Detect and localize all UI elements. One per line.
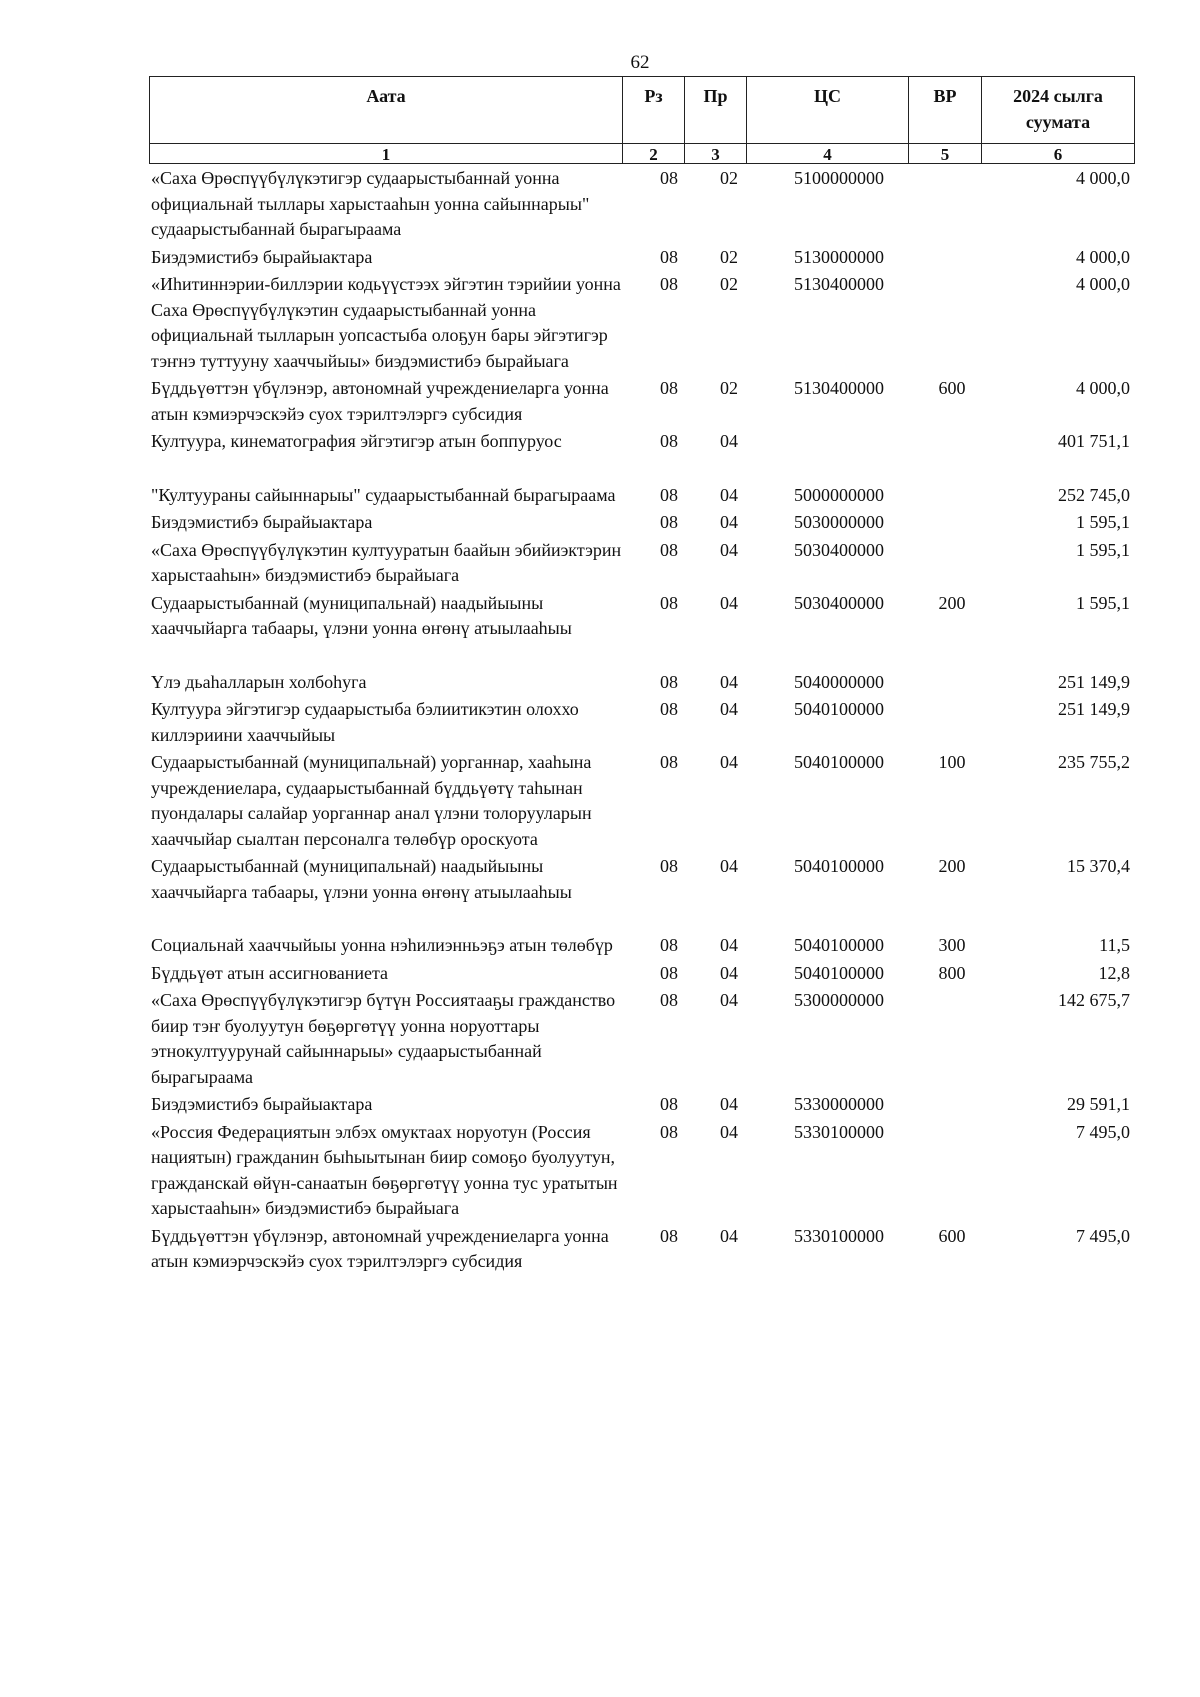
column-header-vr: ВР [909,77,982,144]
row-cs: 5030000000 [794,512,884,532]
row-name: Үлэ дьаһалларын холбоһуга [151,671,367,692]
row-sum: 401 751,1 [1058,431,1130,451]
row-pr: 02 [720,246,738,267]
row-sum: 7 495,0 [1076,1225,1130,1246]
row-pr: 04 [720,856,738,876]
column-number: 6 [982,144,1135,164]
column-header-rz: Рз [623,77,685,144]
row-sum: 4 000,0 [1076,274,1130,294]
column-header-sum-line2: суумата [1025,112,1091,132]
row-cs: 5040000000 [794,671,884,692]
row-pr: 04 [720,592,738,613]
row-pr: 04 [720,935,738,955]
row-rz: 08 [660,1094,678,1114]
row-name: "Култуураны сайыннарыы" судаарыстыбаннай бырагыраама [151,484,616,505]
table-row [149,591,1134,642]
row-sum: 15 370,4 [1067,856,1130,876]
table-row [149,1224,1134,1275]
row-name: «Россия Федерациятын элбэх омуктаах норуотун (Россия нациятын) гражданин быһыытынан биир сомоҕо буолуутун, гражданскай өйүн-санаатын бөҕөргөтүү уонна тус уратытын харыстааһын» биэдэмистибэ бырайыага [151,1121,618,1218]
table-row [149,988,1134,1090]
row-sum: 12,8 [1098,962,1130,983]
row-cs: 5330100000 [794,1225,884,1246]
column-header-sum [982,77,1135,144]
table-row [149,750,1134,852]
row-name: Судаарыстыбаннай (муниципальнай) наадыйыыны хааччыйарга табаары, үлэни уонна өҥөнү атыылааһыы [151,856,572,902]
row-pr: 02 [720,274,738,294]
row-cs: 5040100000 [794,699,884,719]
row-pr: 04 [720,484,738,505]
row-rz: 08 [660,935,678,955]
table-row [149,376,1134,427]
row-name: «Саха Өрөспүүбүлүкэтигэр бүтүн Россиятааҕы гражданство биир тэҥ буолуутун бөҕөргөтүү уонна норуоттары этнокултуурунай сайыннарыы» судаарыстыбаннай бырагыраама [151,990,616,1087]
table-header [149,76,1135,164]
table-row [149,166,1134,243]
row-rz: 08 [660,592,678,613]
row-pr: 04 [720,1121,738,1142]
row-rz: 08 [660,431,678,451]
column-header-name: Аата [150,77,623,144]
row-vr: 800 [938,962,966,983]
row-name: «Иһитиннэрии-биллэрии кодьүүстээх эйгэтин тэрийии уонна Саха Өрөспүүбүлүкэтин судаарыстыбаннай уонна официальнай тылларын уопсастыба олоҕун бары эйгэтигэр тэҥнэ туттууну хааччыйыы» биэдэмистибэ бырайыага [151,274,621,371]
table-row [149,933,1134,959]
table-row [149,538,1134,589]
row-pr: 04 [720,1225,738,1246]
row-rz: 08 [660,246,678,267]
column-header-cs: ЦС [747,77,909,144]
table-row [149,1092,1134,1118]
table-row [149,272,1134,374]
row-name: Биэдэмистибэ бырайыактара [151,1094,373,1114]
row-rz: 08 [660,699,678,719]
table-body [149,166,1134,1277]
row-sum: 11,5 [1099,935,1130,955]
row-sum: 29 591,1 [1067,1094,1130,1114]
row-pr: 04 [720,512,738,532]
row-sum: 4 000,0 [1076,168,1130,188]
row-sum: 142 675,7 [1058,990,1130,1010]
row-rz: 08 [660,752,678,772]
row-rz: 08 [660,539,678,560]
row-rz: 08 [660,856,678,876]
row-name: «Саха Өрөспүүбүлүкэтигэр судаарыстыбаннай уонна официальнай тыллары харыстааһын уонна сайыннарыы" судаарыстыбаннай бырагыраама [151,168,590,239]
table-row [149,670,1134,696]
row-pr: 04 [720,962,738,983]
row-name: Биэдэмистибэ бырайыактара [151,246,373,267]
column-header-sum-line1: 2024 сылга [1013,86,1103,106]
row-name: «Саха Өрөспүүбүлүкэтин култууратын баайын эбийиэктэрин харыстааһын» биэдэмистибэ бырайыага [151,539,622,585]
row-rz: 08 [660,1121,678,1142]
row-vr: 600 [938,1225,966,1246]
table-row [149,961,1134,987]
row-name: Биэдэмистибэ бырайыактара [151,512,373,532]
row-cs: 5130400000 [794,274,884,294]
row-rz: 08 [660,512,678,532]
row-name: Социальнай хааччыйыы уонна нэһилиэнньэҕэ атын төлөбүр [151,935,613,955]
row-pr: 04 [720,990,738,1010]
row-pr: 02 [720,378,738,398]
row-sum: 252 745,0 [1058,484,1130,505]
table-row [149,697,1134,748]
row-cs: 5040100000 [794,856,884,876]
row-rz: 08 [660,168,678,188]
row-pr: 04 [720,1094,738,1114]
column-header-pr: Пр [685,77,747,144]
column-number: 4 [747,144,909,164]
row-pr: 04 [720,431,738,451]
row-vr: 100 [938,752,966,772]
row-sum: 4 000,0 [1076,378,1130,398]
row-sum: 7 495,0 [1076,1121,1130,1142]
row-name: Култуура, кинематография эйгэтигэр атын боппуруос [151,431,562,451]
page-number: 62 [630,52,650,73]
table-row [149,245,1134,271]
row-rz: 08 [660,962,678,983]
table-row [149,510,1134,536]
row-cs: 5100000000 [794,168,884,188]
row-cs: 5030400000 [794,592,884,613]
row-sum: 1 595,1 [1076,512,1130,532]
row-vr: 200 [938,856,966,876]
column-number: 5 [909,144,982,164]
row-vr: 200 [938,592,966,613]
row-rz: 08 [660,484,678,505]
column-number: 3 [685,144,747,164]
row-pr: 04 [720,752,738,772]
table-row [149,1120,1134,1222]
row-sum: 4 000,0 [1076,246,1130,267]
row-pr: 04 [720,671,738,692]
row-rz: 08 [660,378,678,398]
row-vr: 600 [938,378,966,398]
row-cs: 5030400000 [794,539,884,560]
row-name: Бүддьүөттэн үбүлэнэр, автономнай учреждениеларга уонна атын кэмиэрчэскэйэ суох тэрилтэлэргэ субсидия [151,378,609,424]
row-cs: 5040100000 [794,935,884,955]
row-pr: 04 [720,539,738,560]
row-rz: 08 [660,1225,678,1246]
row-cs: 5040100000 [794,752,884,772]
table-row [149,429,1134,455]
table-row [149,854,1134,905]
row-cs: 5000000000 [794,484,884,505]
row-name: Судаарыстыбаннай (муниципальнай) наадыйыыны хааччыйарга табаары, үлэни уонна өҥөнү атыылааһыы [151,592,572,638]
row-rz: 08 [660,274,678,294]
row-name: Судаарыстыбаннай (муниципальнай) уорганнар, хааһына учреждениелара, судаарыстыбаннай бүддьүөтү таһынан пуондалары салайар уорганнар анал үлэни толорууларын хааччыйар сыалтан персоналга төлөбүр ороскуота [151,752,592,849]
row-cs: 5330100000 [794,1121,884,1142]
row-cs: 5130000000 [794,246,884,267]
row-sum: 251 149,9 [1058,671,1130,692]
table-row [149,483,1134,509]
row-cs: 5330000000 [794,1094,884,1114]
row-cs: 5040100000 [794,962,884,983]
column-number: 1 [150,144,623,164]
row-sum: 235 755,2 [1058,752,1130,772]
column-number: 2 [623,144,685,164]
row-name: Култуура эйгэтигэр судаарыстыба бэлиитикэтин олоххо киллэриини хааччыйыы [151,699,579,745]
row-cs: 5300000000 [794,990,884,1010]
row-vr: 300 [938,935,966,955]
row-name: Бүддьүөт атын ассигнованиета [151,962,389,983]
row-pr: 04 [720,699,738,719]
row-sum: 1 595,1 [1076,592,1130,613]
row-name: Бүддьүөттэн үбүлэнэр, автономнай учреждениеларга уонна атын кэмиэрчэскэйэ суох тэрилтэлэргэ субсидия [151,1225,609,1271]
row-sum: 1 595,1 [1076,539,1130,560]
row-cs: 5130400000 [794,378,884,398]
row-rz: 08 [660,990,678,1010]
row-pr: 02 [720,168,738,188]
row-sum: 251 149,9 [1058,699,1130,719]
row-rz: 08 [660,671,678,692]
